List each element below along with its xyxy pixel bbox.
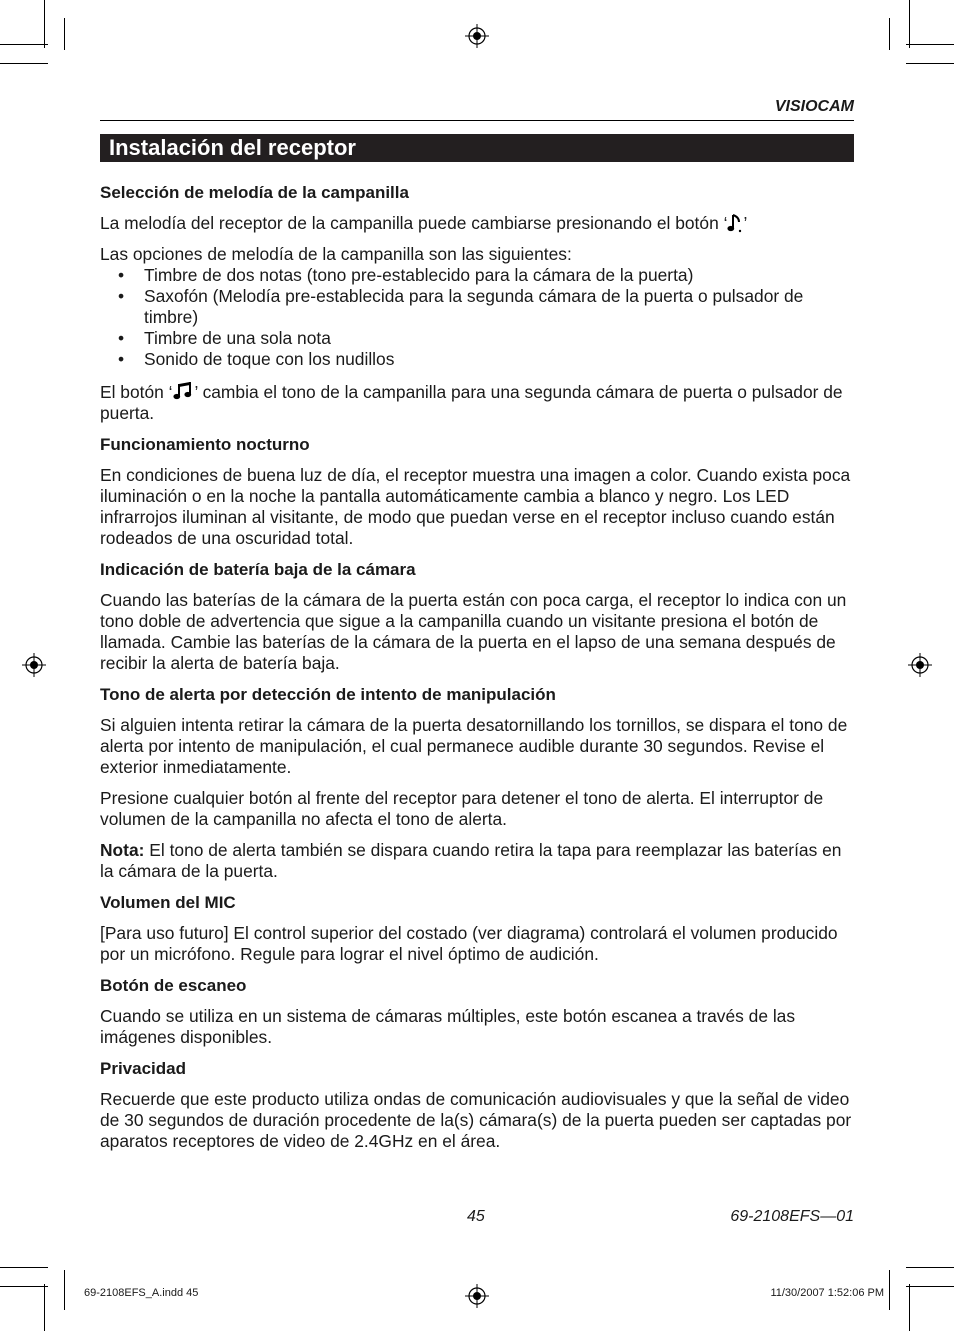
- list-item: • Timbre de una sola nota: [100, 328, 856, 349]
- print-slug-date: 11/30/2007 1:52:06 PM: [770, 1287, 884, 1299]
- main-content: [100, 182, 856, 1152]
- paragraph: Recuerde que este producto utiliza ondas de comunicación audiovisuales y que la señal de video de 30 segundos de duración procedente de la(s) cámara(s) de la puerta pueden ser captadas por aparatos receptores de video de 2.4GHz en el área.: [100, 1089, 852, 1151]
- crop-mark: [889, 1270, 890, 1310]
- paragraph: Las opciones de melodía de la campanilla son las siguientes:: [100, 244, 572, 264]
- registration-mark-icon: [465, 1284, 489, 1308]
- registration-mark-icon: [465, 24, 489, 48]
- print-slug-file: 69-2108EFS_A.indd 45: [84, 1287, 199, 1299]
- list-item: • Saxofón (Melodía pre-establecida para la segunda cámara de la puerta o pulsador de timbre): [100, 286, 856, 328]
- paragraph: La melodía del receptor de la campanilla puede cambiarse presionando el botón ‘ ’: [100, 213, 748, 233]
- paragraph: [Para uso futuro] El control superior del costado (ver diagrama) controlará el volumen producido por un micrófono. Regule para lograr el nivel óptimo de audición.: [100, 923, 838, 964]
- crop-mark: [906, 63, 954, 64]
- paragraph: Cuando las baterías de la cámara de la puerta están con poca carga, el receptor lo indica con un tono doble de advertencia que sigue a la campanilla cuando un visitante presiona el botón de llamada. Cambie las baterías de la cámara de la puerta en el lapso de una semana después de recibir la alerta de batería baja.: [100, 590, 847, 673]
- section-heading: Indicación de batería baja de la cámara: [100, 560, 416, 579]
- paragraph: Cuando se utiliza en un sistema de cámaras múltiples, este botón escanea a través de las imágenes disponibles.: [100, 1006, 796, 1047]
- crop-mark: [0, 44, 48, 45]
- single-music-note-icon: [727, 213, 743, 233]
- header-rule: [100, 120, 854, 121]
- crop-mark: [906, 1286, 954, 1287]
- crop-mark: [44, 0, 45, 48]
- crop-mark: [906, 1267, 954, 1268]
- crop-mark: [64, 18, 65, 50]
- list-item: • Sonido de toque con los nudillos: [100, 349, 856, 370]
- section-heading: Botón de escaneo: [100, 976, 247, 995]
- crop-mark: [0, 1267, 48, 1268]
- section-heading: Selección de melodía de la campanilla: [100, 183, 409, 202]
- section-heading: Privacidad: [100, 1059, 186, 1078]
- paragraph: Presione cualquier botón al frente del receptor para detener el tono de alerta. El interruptor de volumen de la campanilla no afecta el tono de alerta.: [100, 788, 824, 829]
- crop-mark: [44, 1284, 45, 1331]
- registration-mark-icon: [908, 653, 932, 677]
- section-heading: Tono de alerta por detección de intento de manipulación: [100, 685, 556, 704]
- brand-header: VISIOCAM: [774, 98, 854, 115]
- crop-mark: [906, 44, 954, 45]
- list-item: • Timbre de dos notas (tono pre-establecido para la cámara de la puerta): [100, 265, 856, 286]
- paragraph: En condiciones de buena luz de día, el receptor muestra una imagen a color. Cuando exista poca iluminación o en la noche la pantalla automáticamente cambia a blanco y negro. Los LED infrarrojos iluminan al visitante, de modo que puedan verse en el receptor incluso cuando están rodeados de una oscuridad total.: [100, 465, 851, 548]
- crop-mark: [889, 18, 890, 50]
- section-heading: Volumen del MIC: [100, 893, 236, 912]
- note-label: Nota:: [100, 840, 145, 860]
- note-paragraph: Nota: El tono de alerta también se dispara cuando retira la tapa para reemplazar las baterías en la cámara de la puerta.: [100, 840, 842, 881]
- crop-mark: [0, 63, 48, 64]
- document-code: 69-2108EFS—01: [730, 1208, 854, 1225]
- page-number: 45: [467, 1208, 485, 1225]
- double-music-note-icon: [173, 380, 195, 402]
- page-title: Instalación del receptor: [100, 134, 854, 162]
- crop-mark: [909, 0, 910, 48]
- paragraph: Si alguien intenta retirar la cámara de la puerta desatornillando los tornillos, se dispara el tono de alerta por intento de manipulación, el cual permanece audible durante 30 segundos. Revise el exterior inmediatamente.: [100, 715, 848, 777]
- section-heading: Funcionamiento nocturno: [100, 435, 310, 454]
- crop-mark: [0, 1286, 48, 1287]
- paragraph: El botón ‘ ’ cambia el tono de la campanilla para una segunda cámara de puerta o pulsador de puerta.: [100, 382, 843, 423]
- crop-mark: [64, 1270, 65, 1310]
- crop-mark: [909, 1284, 910, 1331]
- melody-options-list: [100, 265, 856, 370]
- registration-mark-icon: [22, 653, 46, 677]
